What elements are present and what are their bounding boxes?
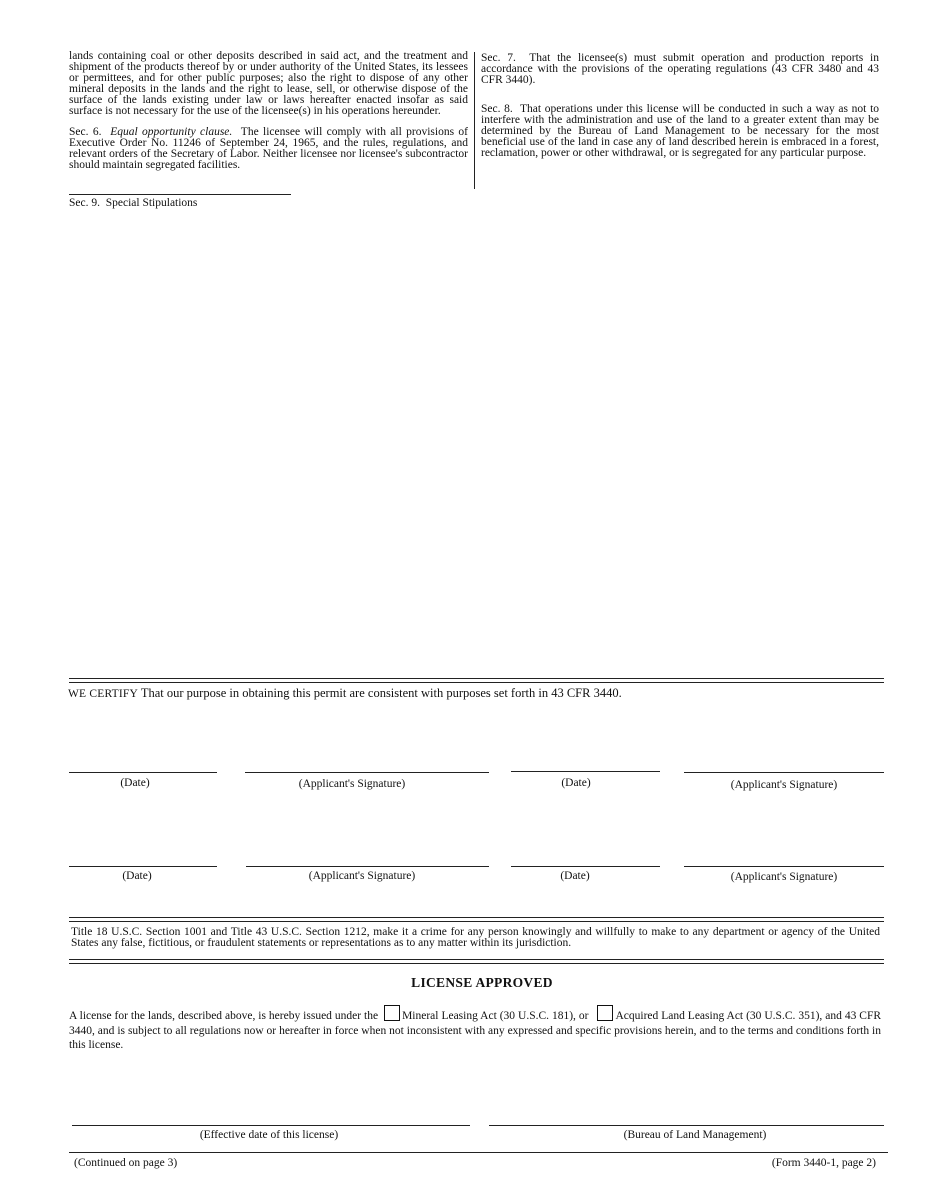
applicant-signature-line-4[interactable] bbox=[684, 866, 884, 867]
section-7-text: That the licensee(s) must submit operation and production reports in accordance with the provisions of the operating regulations (43 CFR 3480 and 43 CFR 3440). bbox=[481, 52, 879, 86]
acquired-land-leasing-act-checkbox[interactable] bbox=[597, 1005, 613, 1021]
date-line-1[interactable] bbox=[69, 772, 217, 773]
applicant-signature-line-2[interactable] bbox=[684, 772, 884, 773]
column-divider bbox=[474, 52, 475, 189]
certify-top-rule bbox=[69, 678, 884, 683]
section-9-rule bbox=[69, 194, 291, 195]
warning-text: Title 18 U.S.C. Section 1001 and Title 43 U.S.C. Section 1212, make it a crime for any person knowingly and willfully to make to any department or agency of the United States any false, fictitious, or fraudulent statements or representations as to any matter within its jurisdiction. bbox=[71, 926, 880, 949]
applicant-signature-label-3: (Applicant's Signature) bbox=[308, 870, 416, 882]
date-line-4[interactable] bbox=[511, 866, 660, 867]
section-8 bbox=[481, 104, 879, 159]
date-line-2[interactable] bbox=[511, 771, 660, 772]
certify-label: WE CERTIFY bbox=[68, 688, 138, 700]
footer-rule bbox=[69, 1152, 888, 1153]
right-column bbox=[481, 53, 879, 169]
applicant-signature-label-2: (Applicant's Signature) bbox=[730, 779, 838, 791]
blm-signature-line[interactable] bbox=[489, 1125, 884, 1126]
mineral-leasing-act-label: Mineral Leasing Act (30 U.S.C. 181), or bbox=[402, 1010, 589, 1022]
section-6-text: The licensee will comply with all provisions of Executive Order No. 11246 of September 24, 1965, and the rules, regulations, and relevant orders of the Secretary of Labor. Neither licensee nor licensee's subcontractor should maintain segregated facilities. bbox=[69, 126, 469, 171]
section-8-text: That operations under this license will be conducted in such a way as not to interfere with the administration and use of the land to a greater extent than may be determined by the Bureau of Land Management to be necessary for the most beneficial use of the land in case any of land described herein is embraced in a forest, reclamation, power or other withdrawal, or is segregated for any particular purpose. bbox=[481, 103, 880, 159]
section-9-label: Sec. 9. bbox=[69, 197, 100, 209]
applicant-signature-label-4: (Applicant's Signature) bbox=[730, 871, 838, 883]
warning-bottom-rule bbox=[69, 959, 884, 964]
section-7-label: Sec. 7. bbox=[481, 52, 516, 64]
section-6 bbox=[69, 127, 468, 171]
date-label-3: (Date) bbox=[122, 870, 152, 882]
section-6-title: Equal opportunity clause. bbox=[110, 126, 233, 138]
date-label-1: (Date) bbox=[120, 777, 150, 789]
section-8-label: Sec. 8. bbox=[481, 103, 513, 115]
left-column bbox=[69, 51, 468, 181]
applicant-signature-line-3[interactable] bbox=[246, 866, 489, 867]
mineral-leasing-act-checkbox[interactable] bbox=[384, 1005, 400, 1021]
effective-date-label: (Effective date of this license) bbox=[199, 1129, 339, 1141]
certify-text: That our purpose in obtaining this permit are consistent with purposes set forth in 43 CFR 3440. bbox=[140, 686, 622, 700]
section-5-continued-text: lands containing coal or other deposits described in said act, and the treatment and shipment of the products thereof by or under authority of the United States, its lessees or permittees, and for other public purposes; also the right to dispose of any other mineral deposits in the lands and the right to lease, sell, or otherwise dispose of the surface of the lands existing under law or laws hereafter enacted insofar as said surface is not necessary for the use of the licensee(s) in his operations hereunder. bbox=[69, 50, 468, 117]
date-label-2: (Date) bbox=[561, 777, 591, 789]
approval-text-start: A license for the lands, described above, is hereby issued under the bbox=[69, 1010, 379, 1022]
approval-text-end: and 43 CFR 3440, and is subject to all regulations now or hereafter in force when not inconsistent with any expressed and specific provisions herein, and to the terms and conditions forth in this license. bbox=[69, 1010, 882, 1051]
license-approval-text bbox=[69, 1005, 881, 1053]
special-stipulations-area[interactable] bbox=[69, 214, 884, 676]
applicant-signature-line-1[interactable] bbox=[245, 772, 489, 773]
section-9-heading bbox=[69, 198, 197, 209]
section-6-label: Sec. 6. bbox=[69, 126, 102, 138]
license-approved-title: LICENSE APPROVED bbox=[411, 975, 553, 990]
blm-label: (Bureau of Land Management) bbox=[623, 1129, 767, 1141]
date-line-3[interactable] bbox=[69, 866, 217, 867]
acquired-land-leasing-act-label: Acquired Land Leasing Act (30 U.S.C. 351), bbox=[615, 1010, 823, 1022]
form-number: (Form 3440-1, page 2) bbox=[771, 1157, 876, 1169]
warning-top-rule bbox=[69, 917, 884, 922]
certify-statement bbox=[68, 688, 888, 700]
section-9-title: Special Stipulations bbox=[105, 197, 198, 209]
section-7 bbox=[481, 53, 879, 86]
continued-note: (Continued on page 3) bbox=[74, 1157, 178, 1169]
effective-date-line[interactable] bbox=[72, 1125, 470, 1126]
applicant-signature-label-1: (Applicant's Signature) bbox=[298, 778, 406, 790]
date-label-4: (Date) bbox=[560, 870, 590, 882]
